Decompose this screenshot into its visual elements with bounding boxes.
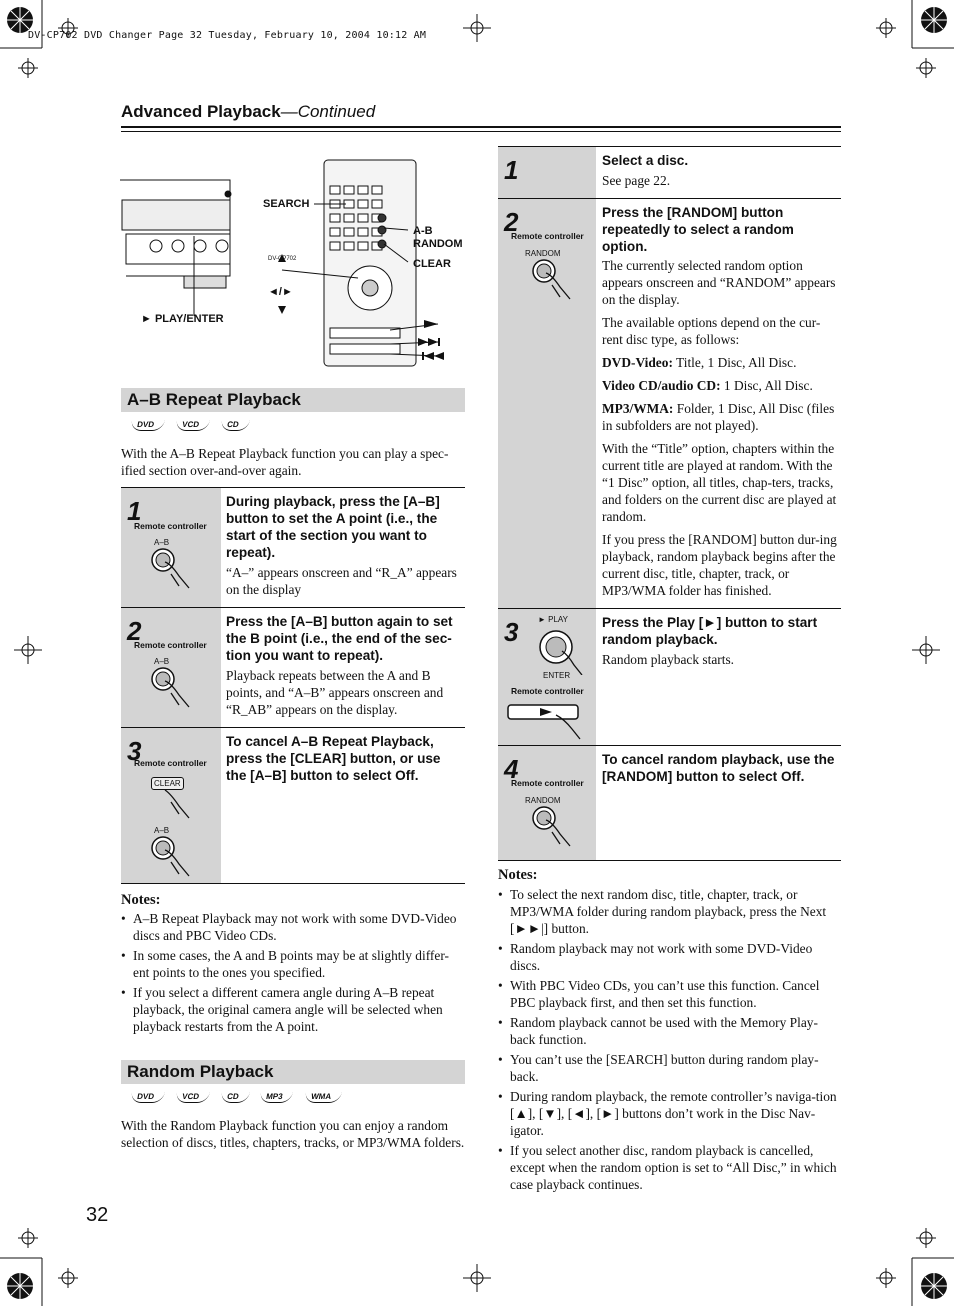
ab-key-label: A–B <box>154 826 170 835</box>
disc-option-mp3: MP3/WMA: Folder, 1 Disc, All Disc (files in subfolders are not played). <box>602 401 835 433</box>
step-body <box>602 257 840 605</box>
badge-mp3: MP3 <box>259 1092 293 1103</box>
random-step-4 <box>498 745 841 861</box>
ab-key-label: A–B <box>154 538 170 547</box>
step-title: To cancel random playback, use the [RANDOM] button to select Off. <box>602 752 835 784</box>
remote-label: Remote controller <box>511 686 584 696</box>
step-number: 4 <box>504 754 519 784</box>
page-title: Advanced Playback—Continued <box>121 102 376 121</box>
hand-press-icon <box>526 257 576 307</box>
random-section-bar: Random Playback <box>121 1060 465 1084</box>
note-item: • In some cases, the A and B points may be at slightly differ-ent points to the ones you specified. <box>121 947 465 981</box>
ab-notes-heading: Notes: <box>121 892 161 908</box>
remote-label: Remote controller <box>511 231 584 241</box>
hand-press-icon <box>149 665 199 715</box>
title-rule <box>121 126 841 128</box>
label-arrows: ◄/► <box>268 286 293 298</box>
label-random: RANDOM <box>413 238 463 250</box>
step-number: 2 <box>504 207 519 237</box>
label-search: SEARCH <box>263 198 310 210</box>
clear-key-label: CLEAR <box>151 777 184 790</box>
step-body: “A–” appears onscreen and “R_A” appears on the display <box>226 565 457 597</box>
page-number: 32 <box>86 1204 109 1226</box>
hand-press-icon <box>526 804 576 854</box>
random-key-label: RANDOM <box>525 249 561 258</box>
ab-step-2 <box>121 607 465 728</box>
remote-label: Remote controller <box>134 758 207 768</box>
random-notes-heading: Notes: <box>498 867 538 883</box>
note-item: • Random playback cannot be used with the Memory Play-back function. <box>498 1014 841 1048</box>
remote-label: Remote controller <box>134 521 207 531</box>
random-step-2 <box>498 198 841 609</box>
note-item: • During random playback, the remote controller’s naviga-tion [▲], [▼], [◄], [►] buttons don’t work in the Disc Nav-igator. <box>498 1088 841 1139</box>
step-text: The currently selected random option appears onscreen and “RANDOM” appears on the display. <box>602 258 836 307</box>
step-text: The available options depend on the cur-rent disc type, as follows: <box>602 315 821 347</box>
step-text: With the “Title” option, chapters within the current title are played at random. With the “1 Disc” option, all titles, chap-ters, tracks, and folders on the current disc are played at random. <box>602 441 837 524</box>
random-steps <box>498 146 841 859</box>
play-key-remote-icon <box>506 699 592 743</box>
play-key-label: ► PLAY <box>538 615 569 624</box>
ab-section-bar: A–B Repeat Playback <box>121 388 465 412</box>
note-item: • You can’t use the [SEARCH] button during random play-back. <box>498 1051 841 1085</box>
note-item: • A–B Repeat Playback may not work with some DVD-Video discs and PBC Video CDs. <box>121 910 465 944</box>
remote-label: Remote controller <box>511 778 584 788</box>
note-item: • If you select another disc, random playback is cancelled, except when the random option is set to “All Disc,” in which case playback continues. <box>498 1142 841 1193</box>
ab-key-label: A–B <box>154 657 170 666</box>
ab-disc-badges <box>131 420 248 431</box>
badge-wma: WMA <box>304 1092 342 1103</box>
remote-label: Remote controller <box>134 640 207 650</box>
note-item: • Random playback may not work with some DVD-Video discs. <box>498 940 841 974</box>
badge-dvd: DVD <box>130 420 165 431</box>
title-rule-thin <box>121 131 841 132</box>
continued-label: —Continued <box>280 102 376 121</box>
step-number: 1 <box>127 496 142 526</box>
step-title: Press the Play [►] button to start random playback. <box>602 615 818 647</box>
hand-press-icon <box>149 786 199 822</box>
ab-notes <box>121 910 465 1038</box>
step-body: Playback repeats between the A and B points, and “A–B” appears onscreen and “R_AB” appears on the display. <box>226 668 444 717</box>
label-model: DV-CP702 <box>268 256 297 262</box>
file-header: DV-CP702 DVD Changer Page 32 Tuesday, February 10, 2004 10:12 AM <box>28 30 427 41</box>
step-title: Select a disc. <box>602 153 689 168</box>
step-body: Random playback starts. <box>602 652 735 667</box>
label-clear: CLEAR <box>413 258 451 270</box>
step-number: 3 <box>504 617 519 647</box>
badge-cd: CD <box>220 420 250 431</box>
random-notes <box>498 886 841 1196</box>
note-item: • To select the next random disc, title, chapter, track, or MP3/WMA folder during random playback, press the Next [►►|] button. <box>498 886 841 937</box>
step-number: 1 <box>504 155 519 185</box>
label-play-enter: ► PLAY/ENTER <box>141 313 224 325</box>
step-title: Press the [RANDOM] button repeatedly to select a random option. <box>602 205 794 254</box>
disc-option-vcd: Video CD/audio CD: 1 Disc, All Disc. <box>602 378 813 393</box>
play-button-icon <box>536 625 586 675</box>
badge-dvd: DVD <box>130 1092 165 1103</box>
badge-vcd: VCD <box>175 420 210 431</box>
step-text: If you press the [RANDOM] button dur-ing playback, random playback begins after the current disc, title, chapter, track, or MP3/WMA folder has finished. <box>602 532 837 598</box>
note-item: • With PBC Video CDs, you can’t use this function. Cancel PBC playback first, and then set this function. <box>498 977 841 1011</box>
random-step-3 <box>498 608 841 746</box>
badge-vcd: VCD <box>175 1092 210 1103</box>
ab-step-1 <box>121 487 465 608</box>
hand-press-icon <box>149 546 199 596</box>
random-key-label: RANDOM <box>525 796 561 805</box>
step-number: 3 <box>127 736 142 766</box>
step-title: During playback, press the [A–B] button to set the A point (i.e., the start of the section you want to repeat). <box>226 494 440 560</box>
enter-key-label: ENTER <box>543 671 571 680</box>
note-item: • If you select a different camera angle during A–B repeat playback, the original camera angle will be selected when playback restarts from the A point. <box>121 984 465 1035</box>
disc-option-dvd: DVD-Video: Title, 1 Disc, All Disc. <box>602 355 797 370</box>
step-number: 2 <box>127 616 142 646</box>
step-title: To cancel A–B Repeat Playback, press the [CLEAR] button, or use the [A–B] button to select Off. <box>226 734 441 783</box>
hand-press-icon <box>149 834 199 878</box>
ab-steps <box>121 487 465 882</box>
badge-cd: CD <box>220 1092 250 1103</box>
ab-intro: With the A–B Repeat Playback function you can play a spec-ified section over-and-over again. <box>121 446 449 478</box>
step-title: Press the [A–B] button again to set the B point (i.e., the end of the sec-tion you want to repeat). <box>226 614 453 663</box>
label-ab: A-B <box>413 225 433 237</box>
ab-step-3 <box>121 727 465 884</box>
step-body: See page 22. <box>602 173 671 188</box>
random-step-1 <box>498 146 841 199</box>
random-disc-badges <box>131 1092 341 1103</box>
random-intro: With the Random Playback function you can enjoy a random selection of discs, titles, chapters, tracks, or MP3/WMA folders. <box>121 1118 465 1150</box>
